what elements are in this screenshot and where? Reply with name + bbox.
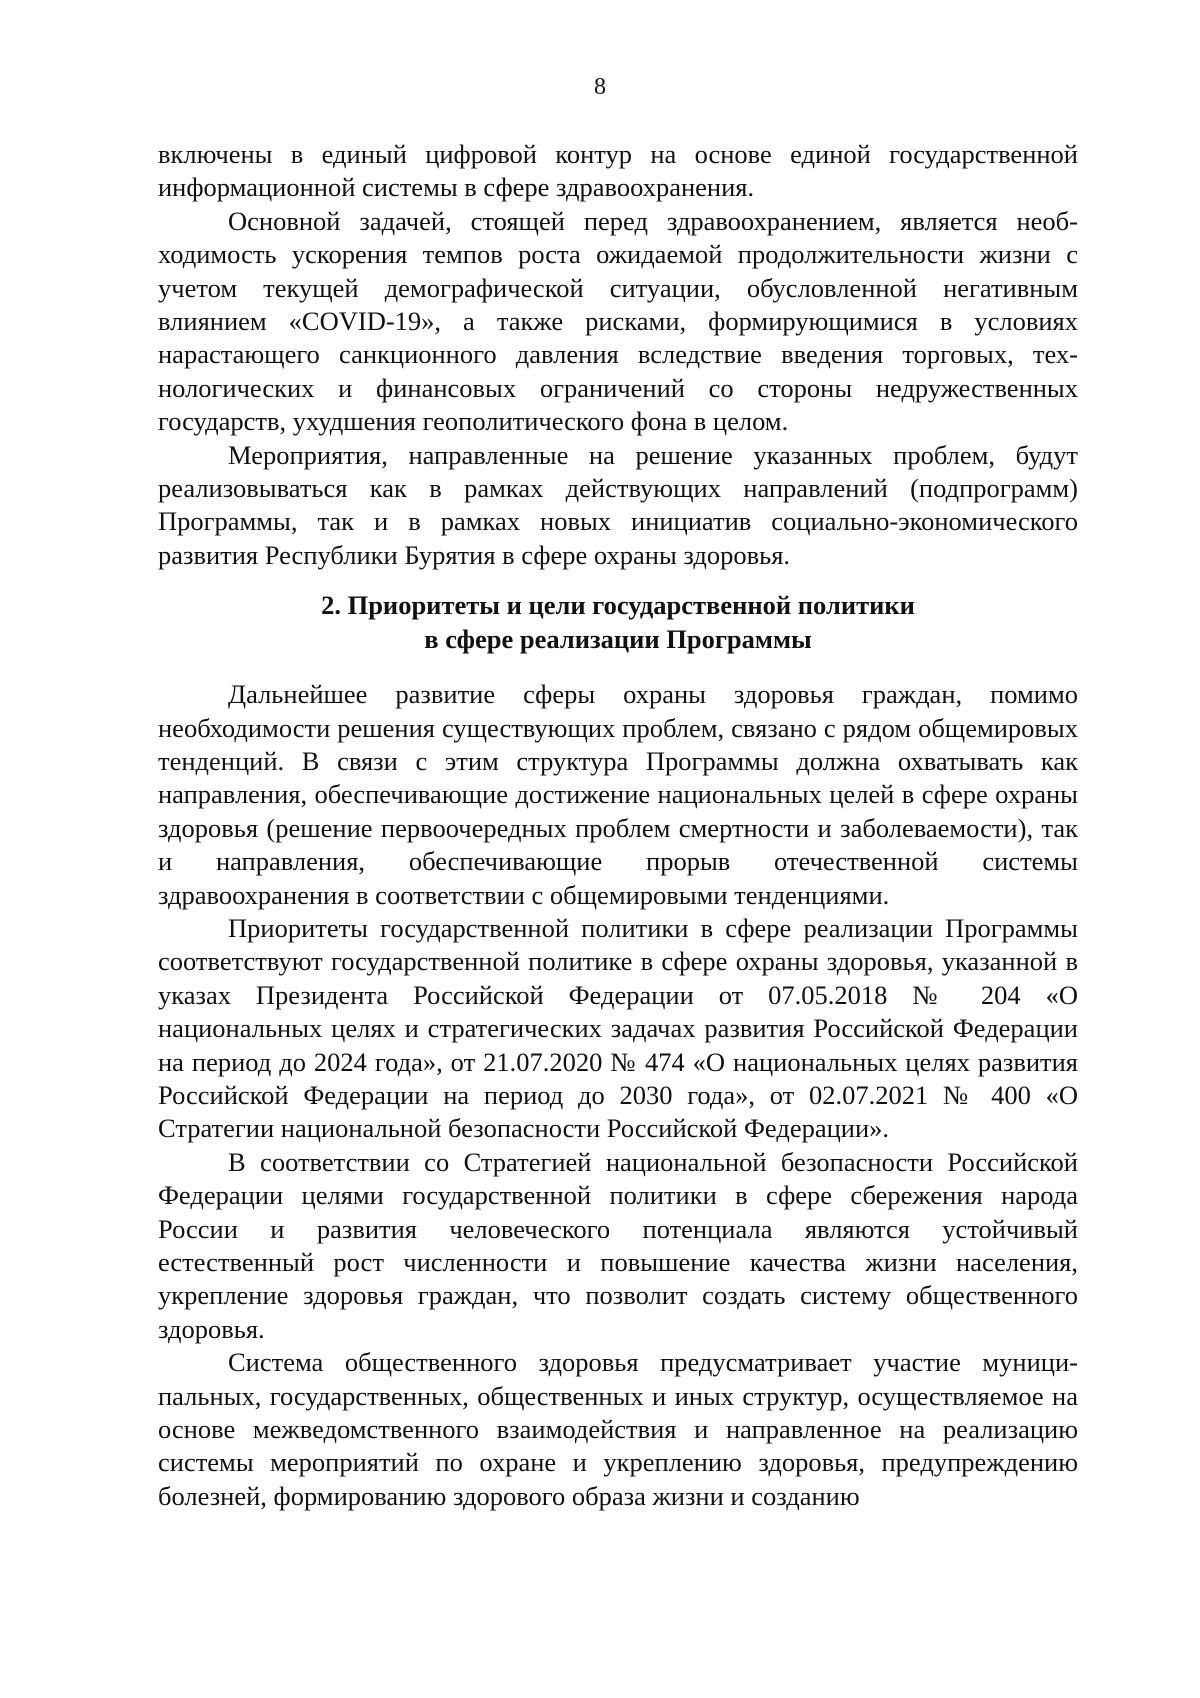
page-number: 8 [594, 74, 606, 100]
paragraph-continuation: включены в единый цифровой контур на основе единой государственной информационной системы в сфере здравоохранения. [158, 139, 1078, 203]
paragraph-public-health-system: Система общественного здоровья предусматривает участие муниципальных, государственных, общественных и иных структур, осуществляемое на основе межведомственного взаимодействия и направленное на реализацию системы мероприятий по охране и укреплению здоровья, предупреждению болезней, формированию здорового образа жизни и созданию [158, 1347, 1078, 1511]
section-heading-line-1: 2. Приоритеты и цели государственной политики [321, 590, 915, 621]
section-heading [158, 589, 1078, 656]
paragraph-development: Дальнейшее развитие сферы охраны здоровья граждан, помимо необходимости решения существующих проблем, связано с рядом общемировых тенденций. В связи с этим структура Программы должна охватывать как направления, обеспечивающие достижение национальных целей в сфере охраны здоровья (решение первоочередных проблем смертности и заболеваемости), так и направления, обеспечивающие прорыв отечественной системы здравоохранения в соответствии с общемировыми тенденциями. [158, 679, 1078, 910]
paragraph-priorities: Приоритеты государственной политики в сфере реализации Программы соответствуют государственной политике в сфере охраны здоровья, указанной в указах Президента Российской Федерации от 07.05.2018 № 204 «О национальных целях и стратегических задачах развития Российской Федерации на период до 2024 года», от 21.07.2020 № 474 «О национальных целях развития Российской Федерации на период до 2030 года», от 02.07.2021 № 400 «О Стратегии национальной безопасности Российской Федерации». [158, 912, 1078, 1144]
paragraph-main-task: Основной задачей, стоящей перед здравоохранением, является необходимость ускорения темпов роста ожидаемой продолжительности жизни с учетом текущей демографической ситуации, обусловленной негативным влиянием «COVID-19», а также рисками, формирующимися в условиях нарастающего санкционного давления вследствие введения торговых, технологических и финансовых ограничений со стороны недружественных государств, ухудшения геополитического фона в целом. [158, 205, 1078, 437]
section-heading-line-2: в сфере реализации Программы [424, 623, 812, 654]
paragraph-measures: Мероприятия, направленные на решение указанных проблем, будут реализовываться как в рамках действующих направлений (подпрограмм) Программы, так и в рамках новых инициатив социально-экономического развития Республики Бурятия в сфере охраны здоровья. [158, 439, 1078, 570]
paragraph-strategy: В соответствии со Стратегией национальной безопасности Российской Федерации целями государственной политики в сфере сбережения народа России и развития человеческого потенциала являются устойчивый естественный рост численности и повышение качества жизни населения, укрепление здоровья граждан, что позволит создать систему общественного здоровья. [158, 1146, 1078, 1344]
document-body [158, 138, 1078, 1513]
